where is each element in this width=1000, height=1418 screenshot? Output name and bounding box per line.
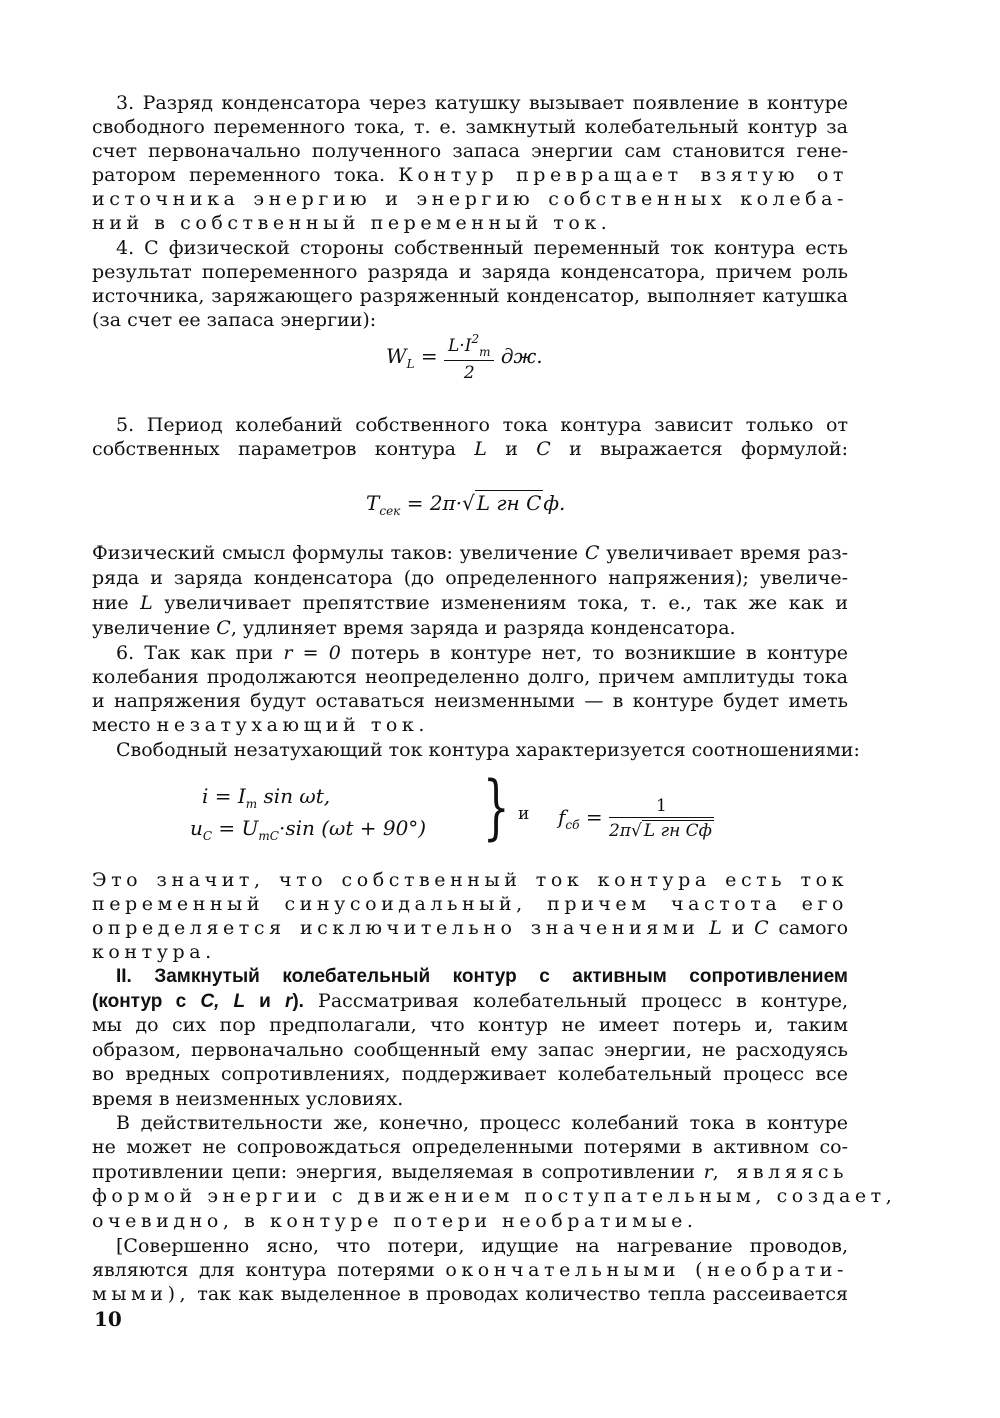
text-line: свободного переменного тока, т. е. замкнутый колебательный контур за xyxy=(92,116,848,138)
text-line: ние L увеличивает препятствие изменениям тока, т. е., так же как и xyxy=(92,592,848,614)
text-line: мы до сих пор предполагали, что контур не имеет потерь и, таким xyxy=(92,1014,848,1036)
text-line: и напряжения будут оставаться неизменными — в контуре будет иметь xyxy=(92,690,848,712)
page-number: 10 xyxy=(94,1307,122,1331)
text-line: (контур с C, L и r). Рассматривая колебательный процесс в контуре, xyxy=(92,990,849,1012)
text-line: колебания продолжаются неопределенно долго, причем амплитуды тока xyxy=(92,666,848,688)
and-label: и xyxy=(518,804,530,824)
text-line: 4. С физической стороны собственный переменный ток контура есть xyxy=(116,237,848,259)
current-formula: $i = I_m$ sin ωt, xyxy=(202,784,331,811)
text-line: 6. Так как при r = 0 потерь в контуре нет, то возникшие в контуре xyxy=(116,642,848,664)
text-line: ний в собственный переменный ток. xyxy=(92,212,612,234)
text-line: время в неизменных условиях. xyxy=(92,1088,404,1110)
text-line: ряда и заряда конденсатора (до определенного напряжения); увеличе- xyxy=(92,567,848,589)
text-line: счет первоначально полученного запаса энергии сам становится гене- xyxy=(92,140,848,162)
text-line: во вредных сопротивлениях, поддерживает колебательный процесс все xyxy=(92,1063,848,1085)
text-line: переменный синусоидальный, причем частота его xyxy=(92,893,848,915)
brace-symbol: } xyxy=(482,766,510,848)
energy-formula: $W_L$ = $\frac{L\cdot I^2_m}{2}$ дж. xyxy=(386,332,543,383)
text-line: 5. Период колебаний собственного тока контура зависит только от xyxy=(116,414,848,436)
text-line: противлении цепи: энергия, выделяемая в сопротивлении r, являясь xyxy=(92,1161,848,1183)
text-line: контура. xyxy=(92,941,216,963)
text-line: собственных параметров контура L и C и выражается формулой: xyxy=(92,438,848,460)
period-formula: $T_{сек} = 2\pi\cdot√$ L гн C ф. xyxy=(366,491,566,518)
text-line: мыми), так как выделенное в проводах количество тепла рассеивается xyxy=(92,1283,848,1305)
text-line: ратором переменного тока. Контур превращает взятую от xyxy=(92,164,848,186)
text-line: результат попеременного разряда и заряда конденсатора, причем роль xyxy=(92,261,848,283)
section-heading: II. Замкнутый колебательный контур с активным сопротивлением xyxy=(116,966,848,987)
text-line: 3. Разряд конденсатора через катушку вызывает появление в контуре xyxy=(116,92,848,114)
text-line: Физический смысл формулы таков: увеличение C увеличивает время раз- xyxy=(92,542,848,564)
text-line: В действительности же, конечно, процесс колебаний тока в контуре xyxy=(116,1112,848,1134)
text-line: Это значит, что собственный ток контура есть ток xyxy=(92,869,848,891)
text-line: формой энергии с движением поступательным, создает, xyxy=(92,1185,897,1207)
text-line: Свободный незатухающий ток контура характеризуется соотношениями: xyxy=(116,739,860,761)
voltage-formula: $u_C = U_{mC}\cdot\sin$ (ωt + 90°) xyxy=(190,816,427,843)
text-line: [Совершенно ясно, что потери, идущие на нагревание проводов, xyxy=(116,1235,848,1257)
frequency-formula: $f_{сб}$ = $\frac{1}{\text{2π√ L гн Cф}}$ xyxy=(558,796,712,841)
text-line: определяется исключительно значениями L и C самого xyxy=(92,917,849,939)
text-line: образом, первоначально сообщенный ему запас энергии, не расходуясь xyxy=(92,1039,848,1061)
text-line: не может не сопровождаться определенными потерями в активном со- xyxy=(92,1136,848,1158)
text-line: увеличение C, удлиняет время заряда и разряда конденсатора. xyxy=(92,617,736,639)
text-line: являются для контура потерями окончательными (необрати- xyxy=(92,1259,849,1281)
text-line: источника энергию и энергию собственных колеба- xyxy=(92,188,848,210)
text-line: источника, заряжающего разряженный конденсатор, выполняет катушка xyxy=(92,285,848,307)
text-line: очевидно, в контуре потери необратимые. xyxy=(92,1210,698,1232)
text-line: (за счет ее запаса энергии): xyxy=(92,309,377,331)
text-line: место незатухающий ток. xyxy=(92,714,429,736)
